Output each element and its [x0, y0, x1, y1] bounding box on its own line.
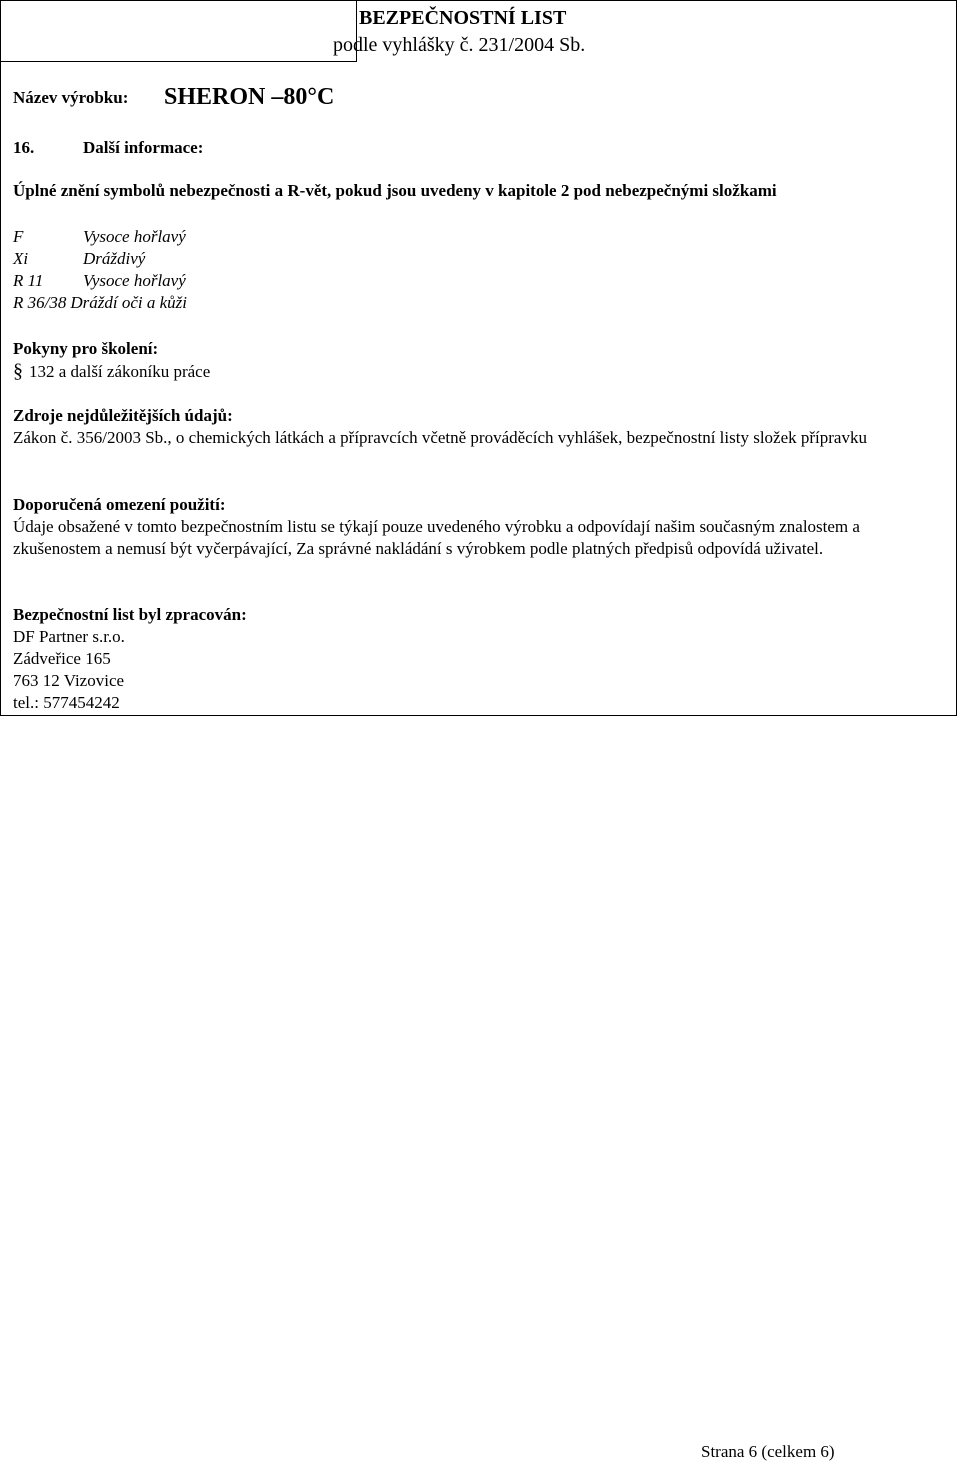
prepared-by-heading: Bezpečnostní list byl zpracován:	[13, 605, 247, 624]
sources-block	[13, 405, 943, 449]
product-name: SHERON –80°C	[164, 84, 335, 110]
section-heading	[13, 138, 203, 158]
page-number: Strana 6 (celkem 6)	[701, 1442, 835, 1461]
symbol-text: Vysoce hořlavý	[83, 271, 186, 290]
symbol-row	[13, 248, 187, 270]
symbol-row	[13, 226, 187, 248]
training-block	[13, 338, 943, 383]
paragraph-mark: §	[13, 360, 23, 382]
company-street: Zádveřice 165	[13, 649, 111, 668]
company-name: DF Partner s.r.o.	[13, 627, 125, 646]
document-subtitle: podle vyhlášky č. 231/2004 Sb.	[333, 34, 586, 56]
sources-heading: Zdroje nejdůležitějších údajů:	[13, 406, 233, 425]
symbol-row	[13, 292, 187, 314]
restrictions-heading: Doporučená omezení použití:	[13, 495, 226, 514]
prepared-by-block	[13, 604, 943, 714]
symbols-heading: Úplné znění symbolů nebezpečnosti a R-vět, pokud jsou uvedeny v kapitole 2 pod nebezpečnými složkami	[13, 181, 777, 200]
section-title: Další informace:	[83, 138, 204, 157]
symbol-code: F	[13, 227, 24, 246]
symbol-code: Xi	[13, 249, 29, 268]
training-text: 132 a další zákoníku práce	[29, 362, 211, 381]
symbol-row	[13, 270, 187, 292]
symbol-text: Vysoce hořlavý	[83, 227, 186, 246]
section-number: 16.	[13, 138, 35, 157]
symbol-text: Dráždí oči a kůži	[70, 293, 187, 312]
document-title: BEZPEČNOSTNÍ LIST	[359, 7, 567, 29]
symbol-code: R 11	[13, 271, 44, 290]
restrictions-block	[13, 494, 943, 560]
symbol-text: Dráždivý	[83, 249, 146, 268]
symbol-code: R 36/38	[13, 293, 67, 312]
company-city: 763 12 Vizovice	[13, 671, 125, 690]
header-left-box	[0, 0, 357, 62]
restrictions-text: Údaje obsažené v tomto bezpečnostním listu se týkají pouze uvedeného výrobku a odpovídají našim současným znalostem a zkušenostem a nemusí být vyčerpávající, Za správné nakládání s výrobkem podle platných předpisů odpovídá uživatel.	[13, 517, 860, 558]
training-heading: Pokyny pro školení:	[13, 339, 159, 358]
training-text-line	[13, 360, 943, 383]
product-label: Název výrobku:	[13, 88, 129, 107]
symbols-list	[13, 226, 187, 314]
sources-text: Zákon č. 356/2003 Sb., o chemických látkách a přípravcích včetně prováděcích vyhlášek, bezpečnostní listy složek přípravku	[13, 428, 867, 447]
company-phone: tel.: 577454242	[13, 693, 120, 712]
